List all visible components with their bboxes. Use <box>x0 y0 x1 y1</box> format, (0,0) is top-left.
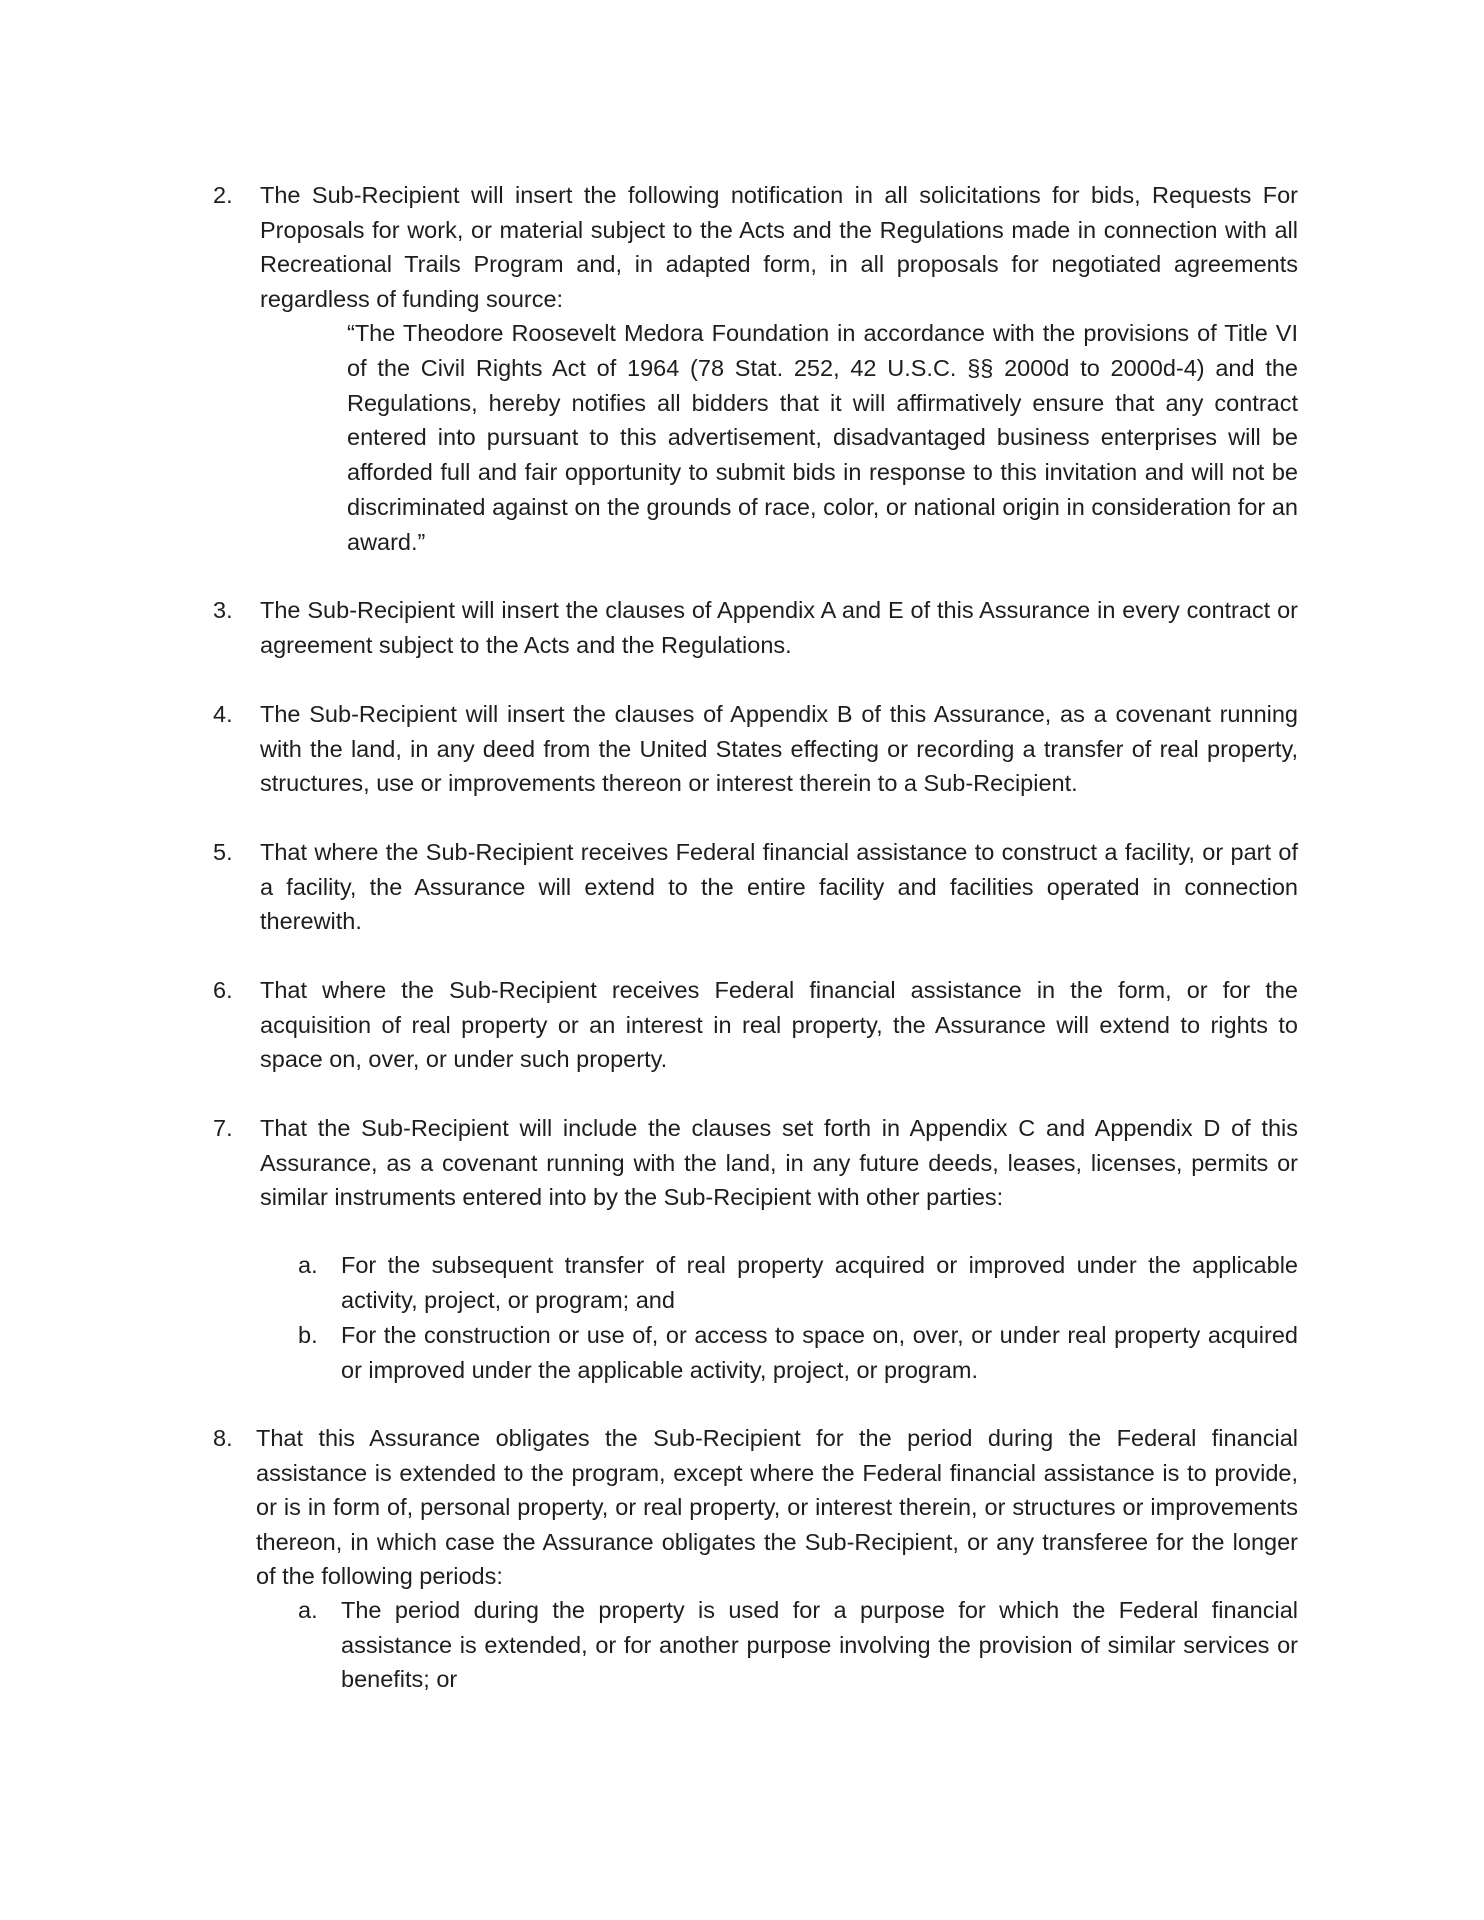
item-number: 4. <box>213 701 233 727</box>
item-text: That this Assurance obligates the Sub-Recipient for the period during the Federal financial assistance is extended to the program, except where the Federal financial assistance is to provide, or is in form of, personal property, or real property, or interest therein, or structures or improvements thereon, in which case the Assurance obligates the Sub-Recipient, or any transferee for the longer of the following periods: <box>256 1425 1298 1589</box>
list-item-8 <box>213 1421 1298 1594</box>
item-number: 6. <box>213 977 233 1003</box>
sub-item-8a <box>298 1593 1298 1697</box>
list-item-2 <box>213 178 1298 316</box>
sub-item-7b <box>298 1318 1298 1387</box>
item-text: The Sub-Recipient will insert the following notification in all solicitations for bids, Requests For Proposals for work, or material subject to the Acts and the Regulations made in connection with all Recreational Trails Program and, in adapted form, in all proposals for negotiated agreements regardless of funding source: <box>260 182 1298 312</box>
item-text: That where the Sub-Recipient receives Federal financial assistance to construct a facility, or part of a facility, the Assurance will extend to the entire facility and facilities operated in connection therewith. <box>260 839 1298 934</box>
list-item-5 <box>213 835 1298 939</box>
item-text: That where the Sub-Recipient receives Federal financial assistance in the form, or for the acquisition of real property or an interest in real property, the Assurance will extend to rights to space on, over, or under such property. <box>260 977 1298 1072</box>
item-text: The Sub-Recipient will insert the clauses of Appendix A and E of this Assurance in every contract or agreement subject to the Acts and the Regulations. <box>260 597 1298 658</box>
sub-item-text: The period during the property is used for a purpose for which the Federal financial assistance is extended, or for another purpose involving the provision of similar services or benefits; or <box>341 1597 1298 1692</box>
item-number: 2. <box>213 182 233 208</box>
sub-item-7a <box>298 1248 1298 1317</box>
sub-item-letter: a. <box>298 1597 318 1623</box>
list-item-4 <box>213 697 1298 801</box>
item-text: The Sub-Recipient will insert the clauses of Appendix B of this Assurance, as a covenant running with the land, in any deed from the United States effecting or recording a transfer of real property, structures, use or improvements thereon or interest therein to a Sub-Recipient. <box>260 701 1298 796</box>
list-item-6 <box>213 973 1298 1077</box>
quote-text: “The Theodore Roosevelt Medora Foundation in accordance with the provisions of Title VI of the Civil Rights Act of 1964 (78 Stat. 252, 42 U.S.C. §§ 2000d to 2000d-4) and the Regulations, hereby notifies all bidders that it will affirmatively ensure that any contract entered into pursuant to this advertisement, disadvantaged business enterprises will be afforded full and fair opportunity to submit bids in response to this invitation and will not be discriminated against on the grounds of race, color, or national origin in consideration for an award.” <box>347 320 1298 555</box>
item-text: That the Sub-Recipient will include the clauses set forth in Appendix C and Appendix D of this Assurance, as a covenant running with the land, in any future deeds, leases, licenses, permits or similar instruments entered into by the Sub-Recipient with other parties: <box>260 1115 1298 1210</box>
list-item-3 <box>213 593 1298 662</box>
item-number: 5. <box>213 839 233 865</box>
item-number: 8. <box>213 1425 233 1451</box>
item-number: 7. <box>213 1115 233 1141</box>
sub-item-letter: a. <box>298 1252 318 1278</box>
item-number: 3. <box>213 597 233 623</box>
bid-notification-quote <box>347 316 1298 560</box>
sub-item-letter: b. <box>298 1322 318 1348</box>
sub-item-text: For the construction or use of, or access to space on, over, or under real property acquired or improved under the applicable activity, project, or program. <box>341 1322 1298 1383</box>
sub-item-text: For the subsequent transfer of real property acquired or improved under the applicable activity, project, or program; and <box>341 1252 1298 1313</box>
list-item-7 <box>213 1111 1298 1215</box>
